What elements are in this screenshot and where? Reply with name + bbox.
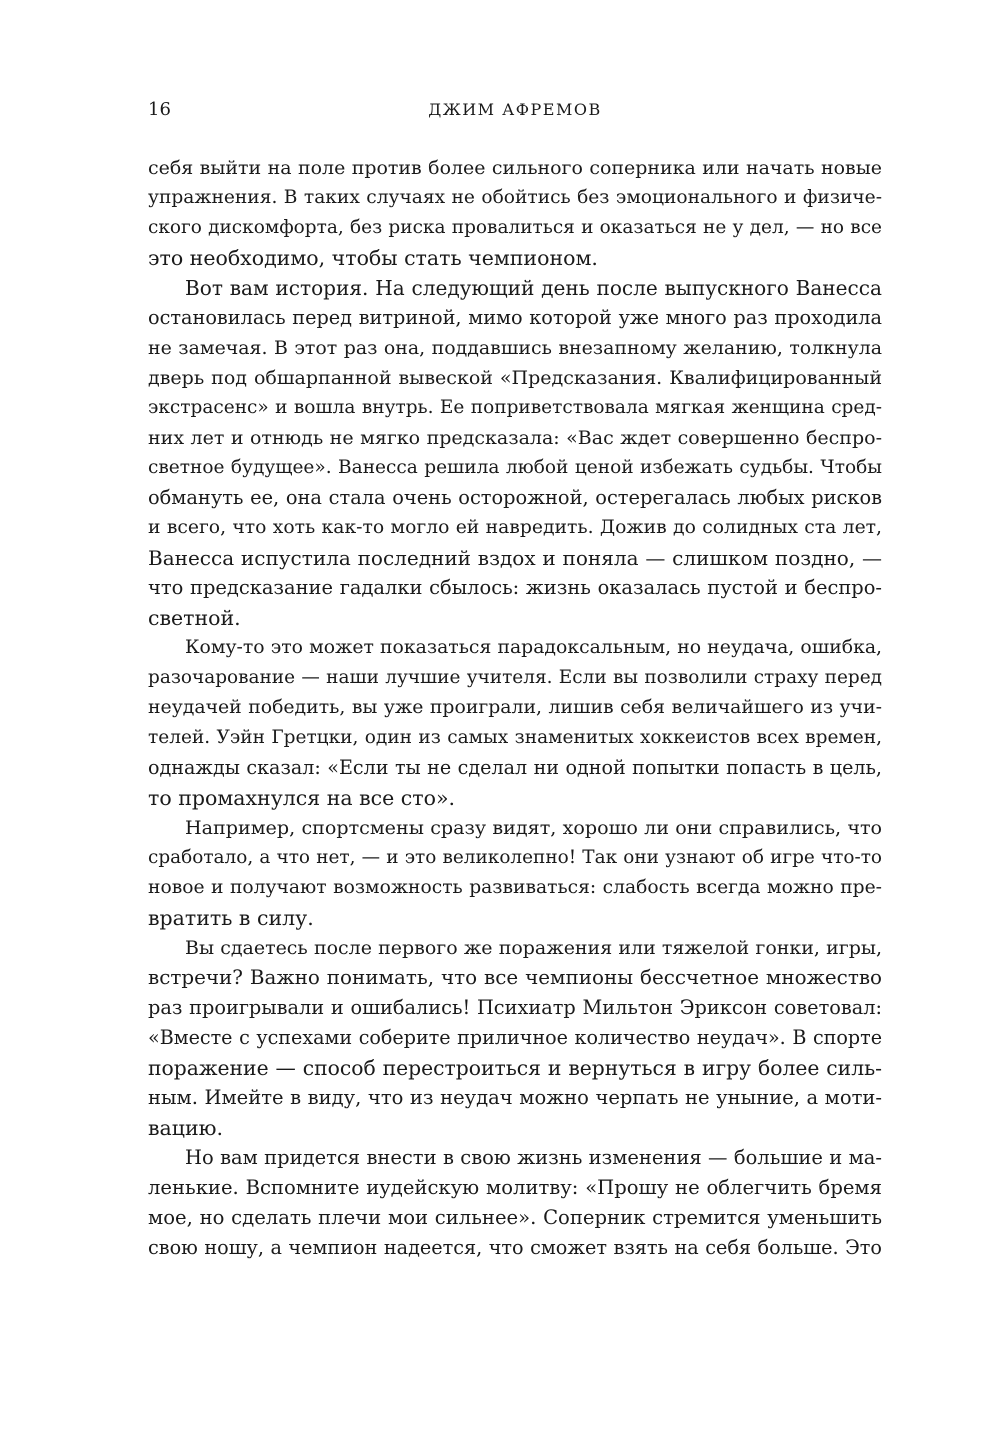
text-line: раз проигрывали и ошибались! Психиатр Мильтон Эриксон советовал: (148, 996, 882, 1019)
text-line: экстрасенс» и вошла внутрь. Ее поприветствовала мягкая женщина сред- (148, 397, 882, 418)
text-line: поражение — способ перестроиться и вернуться в игру более силь- (148, 1056, 882, 1080)
text-line: Ванесса испустила последний вздох и поняла — слишком поздно, — (148, 546, 882, 570)
text-line: ленькие. Вспомните иудейскую молитву: «Прошу не облегчить бремя (148, 1176, 882, 1199)
text-line: сработало, а что нет, — и это великолепно! Так они узнают об игре что-то (148, 847, 882, 868)
text-line: светной. (148, 606, 241, 630)
text-line: них лет и отнюдь не мягко предсказала: «Вас ждет совершенно беспро- (148, 427, 882, 449)
text-line: неудачей победить, вы уже проиграли, лишив себя величайшего из учи- (148, 697, 882, 718)
text-line: светное будущее». Ванесса решила любой ценой избежать судьбы. Чтобы (148, 457, 882, 478)
text-line: дверь под обшарпанной вывеской «Предсказания. Квалифицированный (148, 367, 882, 389)
text-line: и всего, что хоть как-то могло ей навредить. Дожив до солидных ста лет, (148, 517, 882, 538)
text-line: встречи? Важно понимать, что все чемпионы бессчетное множество (148, 966, 882, 989)
text-line: себя выйти на поле против более сильного соперника или начать новые (148, 157, 882, 179)
text-line: вратить в силу. (148, 906, 314, 930)
text-line: свою ношу, а чемпион надеется, что сможет взять на себя больше. Это (148, 1236, 882, 1259)
header-author-name: ДЖИМ АФРЕМОВ (428, 100, 602, 119)
text-line: однажды сказал: «Если ты не сделал ни одной попытки попасть в цель, (148, 756, 882, 779)
text-line: вацию. (148, 1116, 223, 1140)
page-number: 16 (148, 99, 171, 120)
text-line: что предсказание гадалки сбылось: жизнь оказалась пустой и беспро- (148, 576, 882, 599)
text-line: Вы сдаетесь после первого же поражения или тяжелой гонки, игры, (185, 937, 882, 959)
text-line: остановилась перед витриной, мимо которой уже много раз проходила (148, 306, 882, 329)
text-line: ным. Имейте в виду, что из неудач можно черпать не уныние, а моти- (148, 1086, 882, 1109)
text-line: не замечая. В этот раз она, поддавшись внезапному желанию, толкнула (148, 337, 882, 359)
text-line: ского дискомфорта, без риска провалиться и оказаться не у дел, — но все (148, 217, 882, 238)
text-line: то промахнулся на все сто». (148, 786, 456, 810)
text-line: разочарование — наши лучшие учителя. Если вы позволили страху перед (148, 667, 882, 688)
text-line: Но вам придется внести в свою жизнь изменения — большие и ма- (185, 1146, 882, 1169)
body-text (148, 153, 882, 1263)
text-line: новое и получают возможность развиваться: слабость всегда можно пре- (148, 877, 882, 898)
running-header (148, 96, 882, 124)
text-line: мое, но сделать плечи мои сильнее». Соперник стремится уменьшить (148, 1206, 882, 1229)
text-line: упражнения. В таких случаях не обойтись без эмоционального и физиче- (148, 187, 882, 208)
text-line: это необходимо, чтобы стать чемпионом. (148, 246, 598, 270)
text-line: обмануть ее, она стала очень осторожной, остерегалась любых рисков (148, 486, 882, 509)
text-line: Кому-то это может показаться парадоксальным, но неудача, ошибка, (185, 637, 882, 658)
text-line: «Вместе с успехами соберите приличное количество неудач». В спорте (148, 1026, 882, 1049)
text-line: телей. Уэйн Гретцки, один из самых знаменитых хоккеистов всех времен, (148, 727, 882, 748)
text-line: Например, спортсмены сразу видят, хорошо ли они справились, что (185, 816, 882, 839)
text-line: Вот вам история. На следующий день после выпускного Ванесса (185, 276, 882, 300)
